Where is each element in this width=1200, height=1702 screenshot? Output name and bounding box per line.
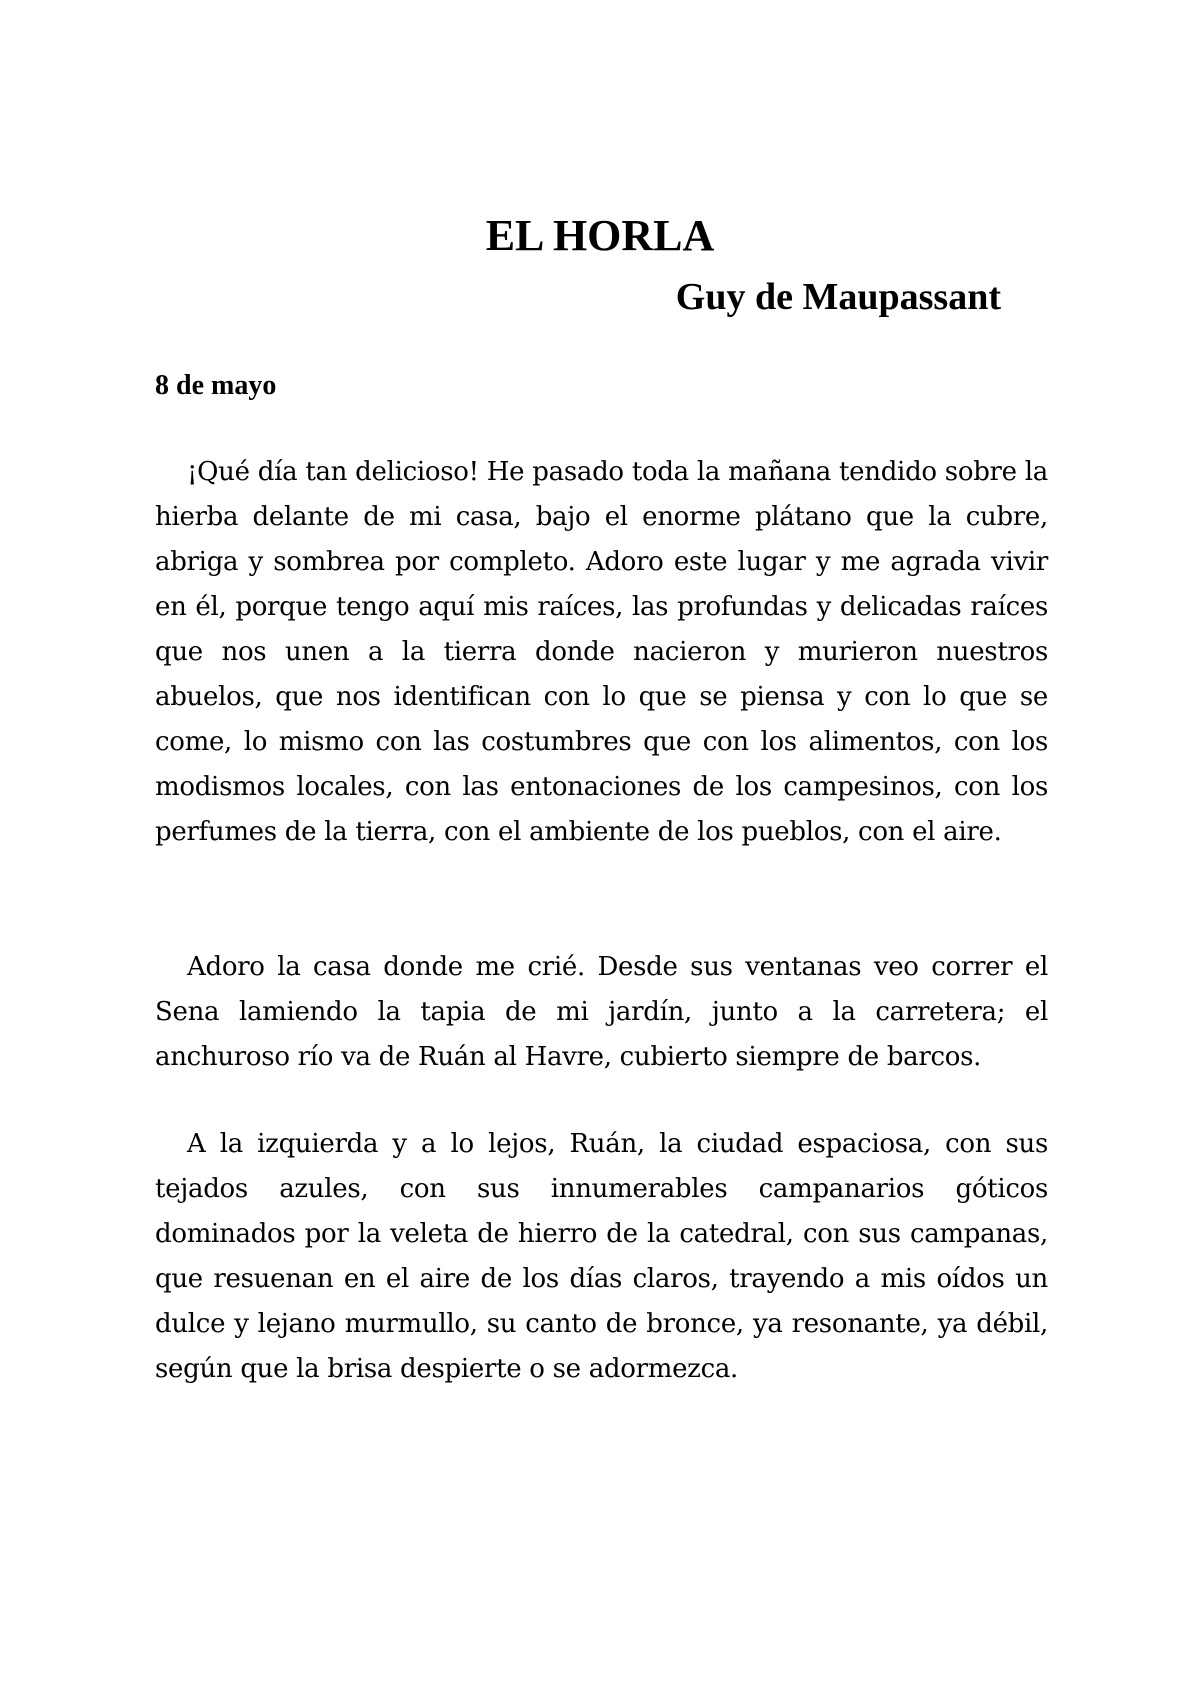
document-title: EL HORLA xyxy=(485,211,715,260)
date-heading: 8 de mayo xyxy=(155,370,277,401)
paragraph-2: Adoro la casa donde me crié. Desde sus ventanas veo correr el Sena lamiendo la tapia de mi jardín, junto a la carretera; el anchuroso río va de Ruán al Havre, cubierto siempre de barcos. xyxy=(155,952,1048,1072)
paragraph-3: A la izquierda y a lo lejos, Ruán, la ciudad espaciosa, con sus tejados azules, con sus innumerables campanarios góticos dominados por la veleta de hierro de la catedral, con sus campanas, que resuenan en el aire de los días claros, trayendo a mis oídos un dulce y lejano murmullo, su canto de bronce, ya resonante, ya débil, según que la brisa despierte o se adormezca. xyxy=(155,1129,1048,1384)
paragraph-1: ¡Qué día tan delicioso! He pasado toda la mañana tendido sobre la hierba delante de mi casa, bajo el enorme plátano que la cubre, abriga y sombrea por completo. Adoro este lugar y me agrada vivir en él, porque tengo aquí mis raíces, las profundas y delicadas raíces que nos unen a la tierra donde nacieron y murieron nuestros abuelos, que nos identifican con lo que se piensa y con lo que se come, lo mismo con las costumbres que con los alimentos, con los modismos locales, con las entonaciones de los campesinos, con los perfumes de la tierra, con el ambiente de los pueblos, con el aire. xyxy=(155,457,1048,847)
author-name: Guy de Maupassant xyxy=(675,276,1001,318)
